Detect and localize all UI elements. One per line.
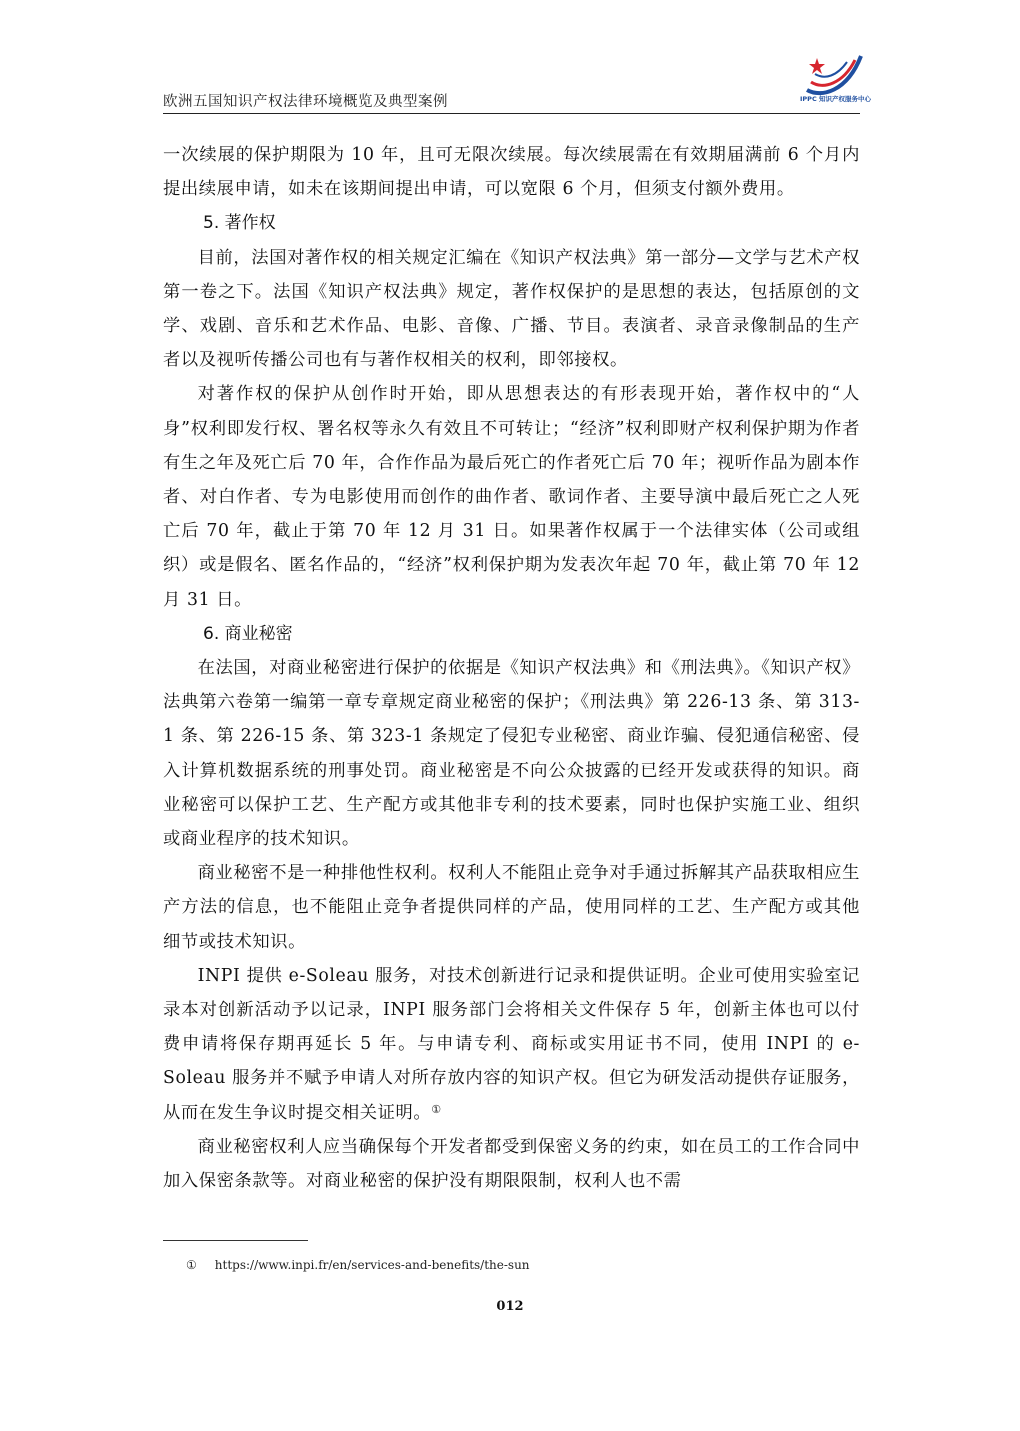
running-header-title: 欧洲五国知识产权法律环境概览及典型案例 <box>163 94 448 110</box>
paragraph-renewal: 一次续展的保护期限为 10 年，且可无限次续展。每次续展需在有效期届满前 6 个月内提出续展申请，如未在该期间提出申请，可以宽限 6 个月，但须支付额外费用。 <box>163 145 860 200</box>
logo-text: IPPC 知识产权服务中心 <box>800 95 871 103</box>
section-heading-copyright: 5. 著作权 <box>203 213 276 234</box>
section-heading-trade-secret: 6. 商业秘密 <box>203 623 293 644</box>
footnote-url[interactable]: https://www.inpi.fr/en/services-and-benefits/the-sun <box>214 1258 530 1272</box>
footnote-mark: ① <box>186 1258 197 1272</box>
footnote <box>186 1258 530 1272</box>
e-soleau-text: INPI 提供 e-Soleau 服务，对技术创新进行记录和提供证明。企业可使用实验室记录本对创新活动予以记录，INPI 服务部门会将相关文件保存 5 年，创新主体也可以付费申请将保存期再延长 5 年。与申请专利、商标或实用证书不同，使用 INPI 的 e-Soleau 服务并不赋予申请人对所存放内容的知识产权。但它为研发活动提供存证服务，从而在发生争议时提交相关证明。 <box>163 965 860 1123</box>
paragraph-trade-secret-basis: 在法国，对商业秘密进行保护的依据是《知识产权法典》和《刑法典》。《知识产权》法典第六卷第一编第一章专章规定商业秘密的保护；《刑法典》第 226-13 条、第 313-1 条、第 226-15 条、第 323-1 条规定了侵犯专业秘密、商业诈骗、侵犯通信秘密、侵入计算机数据系统的刑事处罚。商业秘密是不向公众披露的已经开发或获得的知识。商业秘密可以保护工艺、生产配方或其他非专利的技术要素，同时也保护实施工业、组织或商业程序的技术知识。 <box>163 658 860 850</box>
paragraph-copyright-law: 目前，法国对著作权的相关规定汇编在《知识产权法典》第一部分—文学与艺术产权第一卷之下。法国《知识产权法典》规定，著作权保护的是思想的表达，包括原创的文学、戏剧、音乐和艺术作品、电影、音像、广播、节目。表演者、录音录像制品的生产者以及视听传播公司也有与著作权相关的权利，即邻接权。 <box>163 247 860 371</box>
footnote-reference[interactable]: ① <box>431 1102 442 1116</box>
paragraph-e-soleau <box>163 959 860 1130</box>
footnote-rule <box>163 1240 308 1241</box>
paragraph-confidentiality: 商业秘密权利人应当确保每个开发者都受到保密义务的约束，如在员工的工作合同中加入保密条款等。对商业秘密的保护没有期限限制，权利人也不需 <box>163 1136 860 1192</box>
paragraph-trade-secret-nonexclusive: 商业秘密不是一种排他性权利。权利人不能阻止竞争对手通过拆解其产品获取相应生产方法的信息，也不能阻止竞争者提供同样的产品，使用同样的工艺、生产配方或其他细节或技术知识。 <box>163 863 860 952</box>
page-header <box>163 40 871 116</box>
paragraph-copyright-term: 对著作权的保护从创作时开始，即从思想表达的有形表现开始，著作权中的“人身”权利即发行权、署名权等永久有效且不可转让；“经济”权利即财产权利保护期为作者有生之年及死亡后 70 年，合作作品为最后死亡的作者死亡后 70 年；视听作品为剧本作者、对白作者、专为电影使用而创作的曲作者、歌词作者、主要导演中最后死亡之人死亡后 70 年，截止于第 70 年 12 月 31 日。如果著作权属于一个法律实体（公司或组织）或是假名、匿名作品的，“经济”权利保护期为发表次年起 70 年，截止第 70 年 12 月 31 日。 <box>163 384 860 610</box>
page-body <box>163 138 860 1198</box>
header-rule <box>163 113 860 114</box>
page-number: 012 <box>496 1299 524 1314</box>
